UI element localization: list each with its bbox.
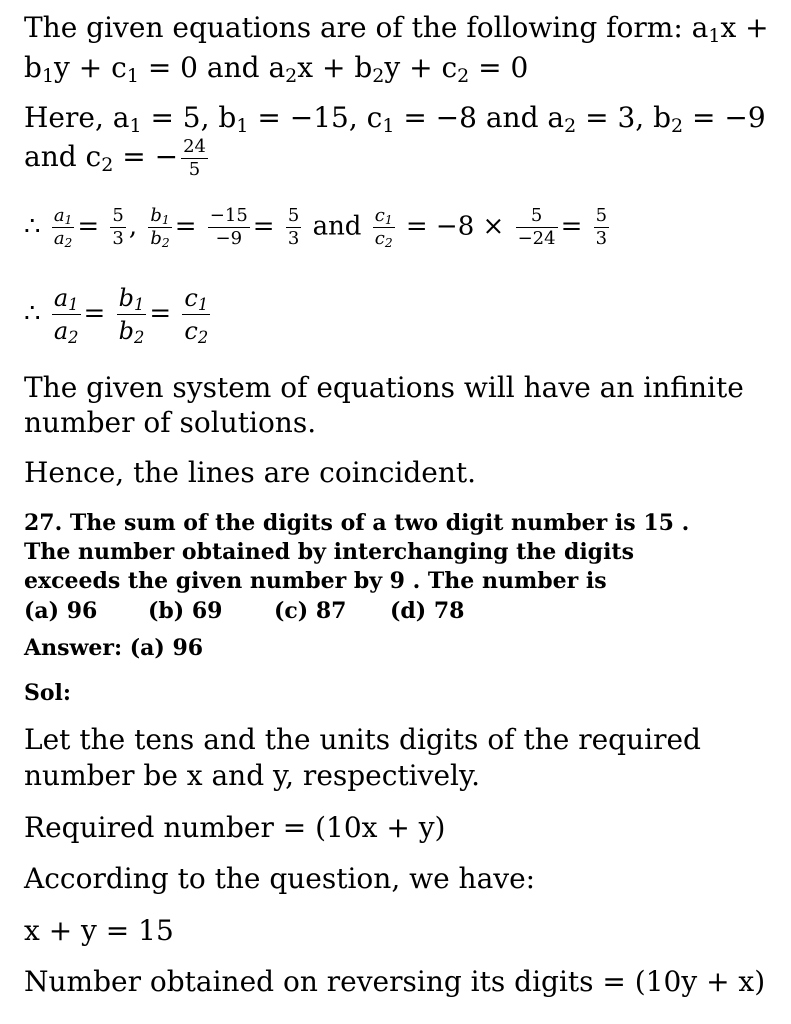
intro-text: b xyxy=(24,51,42,84)
var-c: c xyxy=(374,205,385,226)
subscript: 2 xyxy=(564,114,577,137)
intro-text: x + xyxy=(720,11,769,44)
subscript: 1 xyxy=(384,213,393,228)
var-c: c xyxy=(184,284,198,312)
here-text: = 5, b xyxy=(141,101,237,134)
fraction-numerator: 5 xyxy=(595,205,608,226)
here-text: = −9 xyxy=(683,101,766,134)
subscript: 1 xyxy=(126,64,139,87)
option-a: (a) 96 xyxy=(24,598,98,624)
intro-line-1 xyxy=(24,10,769,46)
comma: , xyxy=(128,211,138,242)
question-options xyxy=(24,597,464,625)
here-text: Here, a xyxy=(24,101,130,134)
fraction-denominator: −24 xyxy=(517,228,556,249)
subscript: 2 xyxy=(64,236,73,251)
fraction-numerator xyxy=(148,205,171,228)
intro-text: y + c xyxy=(54,51,127,84)
var-b: b xyxy=(150,228,162,249)
intro-line-2 xyxy=(24,50,528,86)
subscript: 1 xyxy=(161,213,170,228)
fraction-b1-b2 xyxy=(117,282,147,347)
intro-text: = 0 and a xyxy=(138,51,286,84)
fraction-denominator xyxy=(148,228,171,250)
subscript: 1 xyxy=(68,295,79,315)
fraction-numerator: 5 xyxy=(287,205,300,226)
fraction-a1-a2 xyxy=(52,205,75,250)
solution-line-5: x + y = 15 xyxy=(24,914,174,947)
subscript: 1 xyxy=(382,114,395,137)
fraction-5-3 xyxy=(110,205,125,250)
therefore-symbol: ∴ xyxy=(24,298,41,329)
subscript: 2 xyxy=(457,64,470,87)
var-b: b xyxy=(150,205,162,226)
here-text: = − xyxy=(113,140,179,173)
option-b: (b) 69 xyxy=(148,598,223,624)
fraction-numerator xyxy=(373,205,395,228)
and-c2-line xyxy=(24,136,211,181)
solution-line-6: Number obtained on reversing its digits = (10y + x) xyxy=(24,965,766,998)
fraction-denominator: 3 xyxy=(287,228,300,249)
fraction-numerator xyxy=(117,282,147,315)
here-line xyxy=(24,100,766,136)
subscript: 1 xyxy=(197,295,209,315)
and-text: and xyxy=(312,211,362,242)
fraction-a1-a2 xyxy=(52,282,81,347)
question-line-2: The number obtained by interchanging the digits xyxy=(24,539,634,565)
fraction-numerator xyxy=(52,282,81,315)
intro-text: The given equations are of the following form: a xyxy=(24,11,709,44)
var-c: c xyxy=(184,317,198,345)
answer-line: Answer: (a) 96 xyxy=(24,635,204,661)
subscript: 2 xyxy=(671,114,684,137)
fraction-denominator: −9 xyxy=(215,228,243,249)
solution-line-2: number be x and y, respectively. xyxy=(24,759,480,792)
fraction-numerator xyxy=(52,205,75,228)
minus-eight-times: = −8 × xyxy=(405,211,505,242)
here-text: = −15, c xyxy=(248,101,383,134)
subscript: 2 xyxy=(101,153,114,176)
fraction-5-m24 xyxy=(516,205,558,250)
var-a: a xyxy=(53,205,65,226)
var-a: a xyxy=(53,228,65,249)
fraction-numerator: 5 xyxy=(516,205,558,228)
subscript: 1 xyxy=(41,64,55,87)
subscript: 2 xyxy=(68,328,79,348)
sol-label: Sol: xyxy=(24,680,72,706)
fraction-numerator: 5 xyxy=(112,205,124,226)
ratio-equality-line xyxy=(24,282,213,347)
intro-text: x + b xyxy=(297,51,373,84)
fraction-m15-m9 xyxy=(208,205,250,250)
here-text: = −8 and a xyxy=(394,101,565,134)
equals-sign: = xyxy=(149,298,172,329)
conclusion-line-3: Hence, the lines are coincident. xyxy=(24,456,477,489)
solution-line-4: According to the question, we have: xyxy=(24,862,536,895)
subscript: 2 xyxy=(133,328,145,348)
equals-sign: = xyxy=(83,298,106,329)
fraction-denominator: 3 xyxy=(112,228,124,249)
equals-sign: = xyxy=(252,211,275,242)
subscript: 1 xyxy=(708,24,721,47)
fraction-denominator xyxy=(373,228,395,250)
fraction-denominator xyxy=(52,228,75,250)
therefore-symbol: ∴ xyxy=(24,211,41,242)
subscript: 1 xyxy=(133,295,145,315)
question-line-3: exceeds the given number by 9 . The number is xyxy=(24,568,607,594)
fraction-c1-c2 xyxy=(373,205,395,250)
subscript: 2 xyxy=(161,236,170,251)
fraction-24-5 xyxy=(181,136,208,181)
fraction-numerator: 24 xyxy=(183,136,206,157)
option-c: (c) 87 xyxy=(274,598,347,624)
solution-line-3: Required number = (10x + y) xyxy=(24,811,446,844)
conclusion-line-2: number of solutions. xyxy=(24,406,317,439)
here-text: = 3, b xyxy=(576,101,672,134)
var-a: a xyxy=(53,317,69,345)
equals-sign: = xyxy=(174,211,197,242)
subscript: 1 xyxy=(64,213,73,228)
fraction-5-3 xyxy=(286,205,301,250)
equals-sign: = xyxy=(560,211,583,242)
ratios-line xyxy=(24,205,612,250)
equals-sign: = xyxy=(77,211,100,242)
solution-line-1: Let the tens and the units digits of the required xyxy=(24,723,701,756)
fraction-numerator xyxy=(182,282,210,315)
subscript: 2 xyxy=(197,328,209,348)
var-b: b xyxy=(118,284,134,312)
fraction-denominator: 3 xyxy=(595,228,608,249)
var-b: b xyxy=(118,317,134,345)
var-a: a xyxy=(53,284,69,312)
option-d: (d) 78 xyxy=(390,598,465,624)
subscript: 2 xyxy=(372,64,385,87)
conclusion-line-1: The given system of equations will have an infinite xyxy=(24,371,744,404)
question-line-1: 27. The sum of the digits of a two digit number is 15 . xyxy=(24,510,690,536)
intro-text: = 0 xyxy=(469,51,529,84)
subscript: 1 xyxy=(236,114,249,137)
fraction-b1-b2 xyxy=(148,205,171,250)
fraction-c1-c2 xyxy=(182,282,210,347)
subscript: 2 xyxy=(285,64,298,87)
subscript: 1 xyxy=(129,114,142,137)
fraction-denominator xyxy=(52,315,81,347)
here-text: and c xyxy=(24,140,102,173)
fraction-numerator: −15 xyxy=(209,205,248,226)
subscript: 2 xyxy=(384,236,393,251)
intro-text: y + c xyxy=(384,51,458,84)
fraction-denominator xyxy=(117,315,147,347)
fraction-denominator: 5 xyxy=(188,159,201,180)
fraction-5-3 xyxy=(594,205,609,250)
var-c: c xyxy=(374,228,385,249)
fraction-denominator xyxy=(182,315,210,347)
